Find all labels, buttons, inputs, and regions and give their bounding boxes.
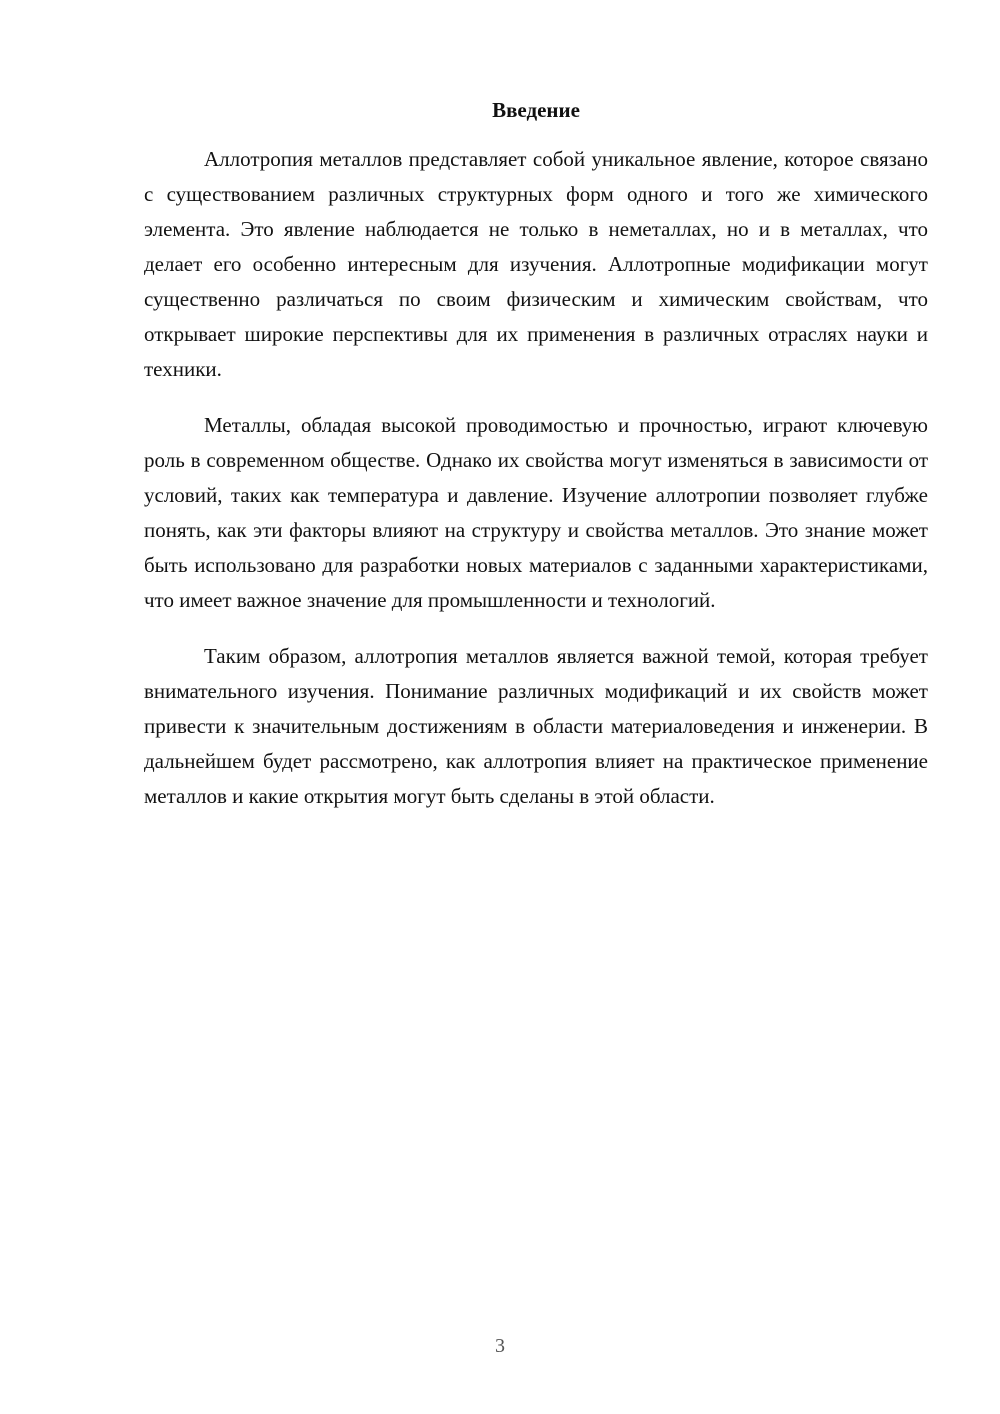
paragraph-1: Аллотропия металлов представляет собой уникальное явление, которое связано с существованием различных структурных форм одного и того же химического элемента. Это явление наблюдается не только в неметаллах, но и в металлах, что делает его особенно интересным для изучения. Аллотропные модификации могут существенно различаться по своим физическим и химическим свойствам, что открывает широкие перспективы для их применения в различных отраслях науки и техники. bbox=[144, 147, 928, 381]
paragraph-3: Таким образом, аллотропия металлов является важной темой, которая требует внимательного изучения. Понимание различных модификаций и их свойств может привести к значительным достижениям в области материаловедения и инженерии. В дальнейшем будет рассмотрено, как аллотропия влияет на практическое применение металлов и какие открытия могут быть сделаны в этой области. bbox=[144, 644, 928, 808]
page-content bbox=[144, 96, 928, 835]
section-heading: Введение bbox=[492, 98, 580, 122]
page-number: 3 bbox=[495, 1335, 505, 1357]
paragraph-2: Металлы, обладая высокой проводимостью и прочностью, играют ключевую роль в современном обществе. Однако их свойства могут изменяться в зависимости от условий, таких как температура и давление. Изучение аллотропии позволяет глубже понять, как эти факторы влияют на структуру и свойства металлов. Это знание может быть использовано для разработки новых материалов с заданными характеристиками, что имеет важное значение для промышленности и технологий. bbox=[144, 413, 928, 612]
